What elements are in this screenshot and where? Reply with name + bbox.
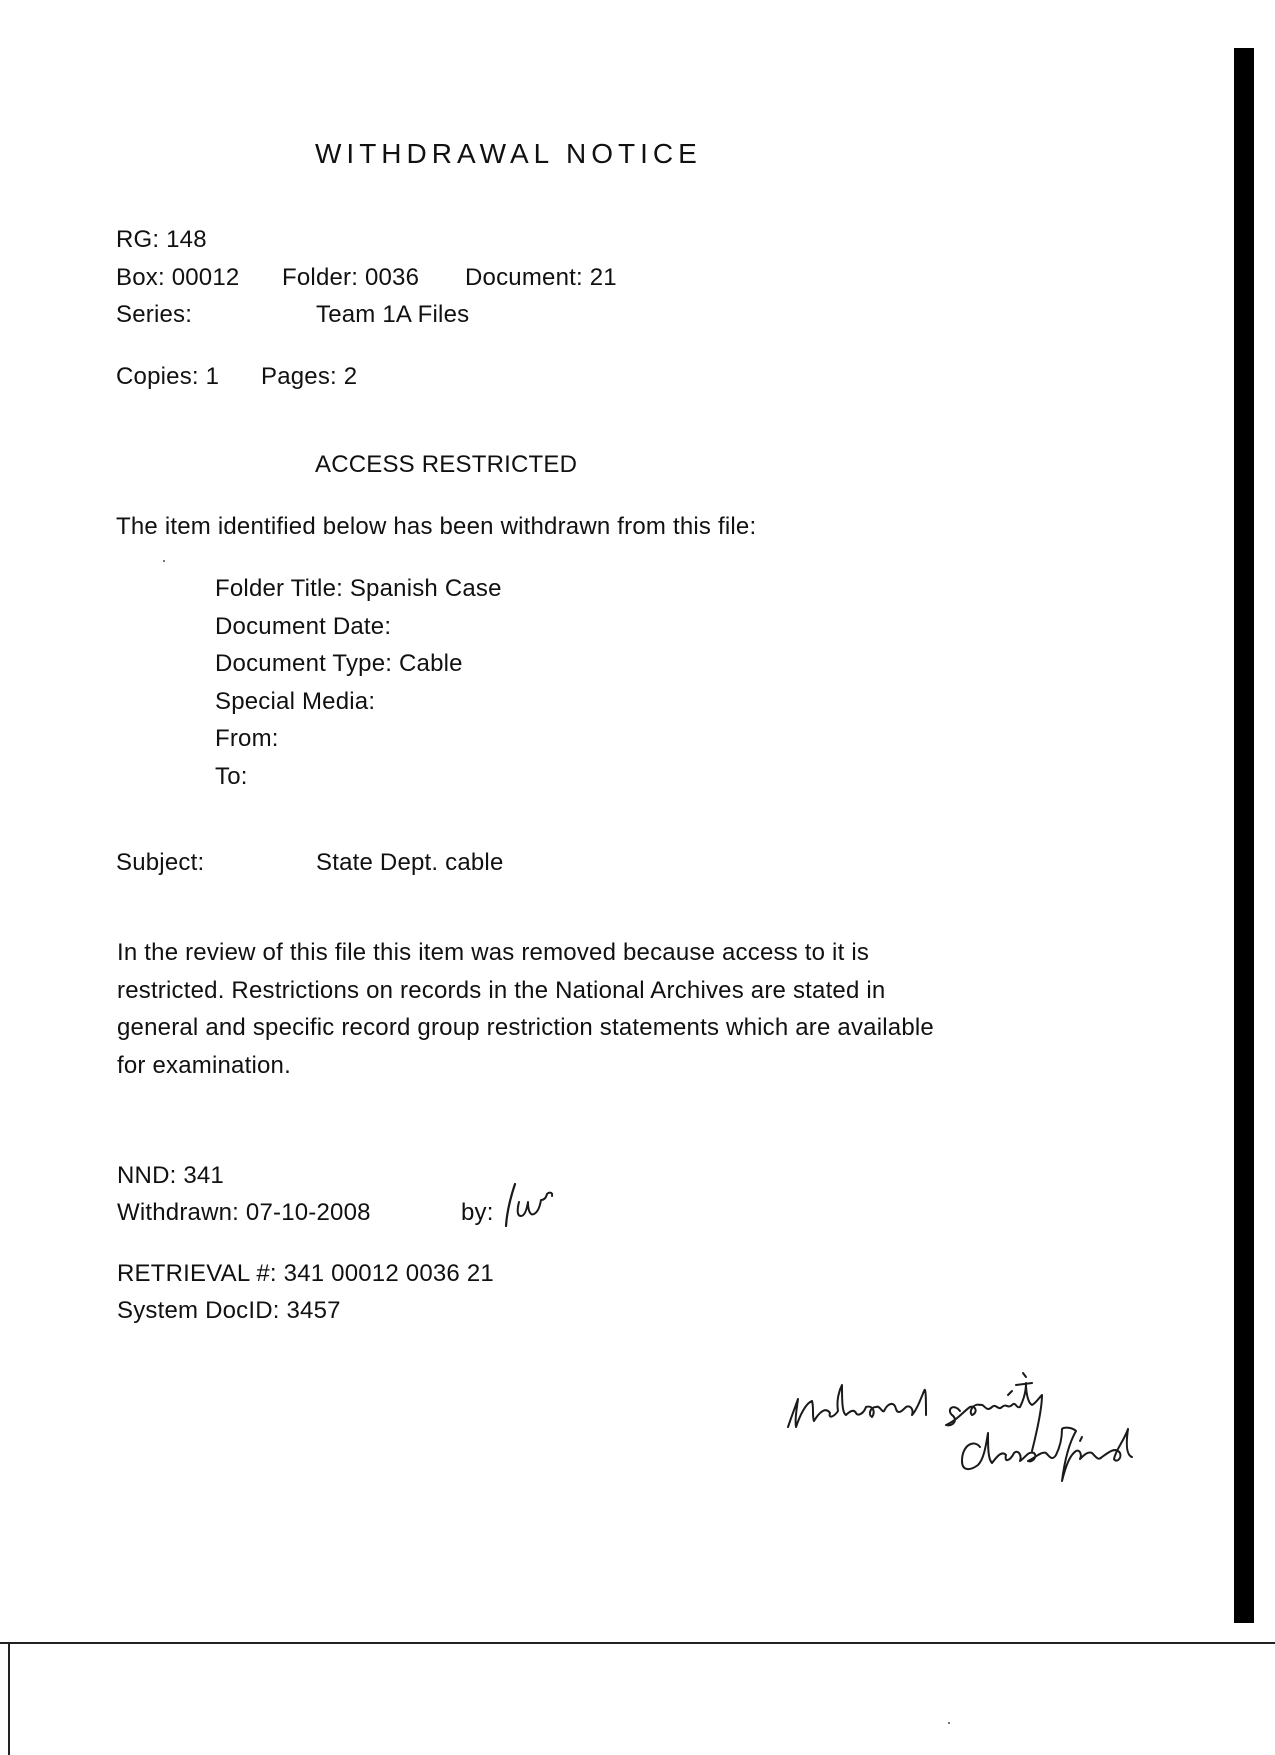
document-type-field: Document Type: Cable xyxy=(215,650,463,677)
explanation-line: for examination. xyxy=(117,1051,291,1079)
box-field: Box: 00012 xyxy=(116,264,240,291)
document-date-field: Document Date: xyxy=(215,613,392,640)
scan-speck xyxy=(163,560,165,562)
explanation-line: general and specific record group restriction statements which are available xyxy=(117,1014,934,1041)
scan-speck xyxy=(948,1722,950,1724)
nnd-field: NND: 341 xyxy=(117,1162,224,1189)
folder-field: Folder: 0036 xyxy=(282,264,420,291)
rg-field: RG: 148 xyxy=(116,226,207,253)
system-docid-field: System DocID: 3457 xyxy=(117,1297,341,1324)
handwritten-note-icon xyxy=(780,1355,1160,1490)
series-value: Team 1A Files xyxy=(316,301,470,328)
pages-field: Pages: 2 xyxy=(261,363,358,390)
explanation-line: In the review of this file this item was removed because access to it is xyxy=(117,939,870,966)
page-bottom-divider xyxy=(0,1642,1275,1644)
subject-label: Subject: xyxy=(116,849,205,876)
page-title: WITHDRAWAL NOTICE xyxy=(315,138,702,169)
to-field: To: xyxy=(215,763,248,790)
intro-line: The item identified below has been withdrawn from this file: xyxy=(116,513,757,540)
explanation-paragraph xyxy=(117,934,1017,1084)
explanation-line: restricted. Restrictions on records in the National Archives are stated in xyxy=(117,976,886,1004)
initials-signature-icon xyxy=(503,1180,563,1232)
folder-title-field: Folder Title: Spanish Case xyxy=(215,575,502,602)
subject-value: State Dept. cable xyxy=(316,849,504,876)
from-field: From: xyxy=(215,725,279,752)
retrieval-number-field: RETRIEVAL #: 341 00012 0036 21 xyxy=(117,1260,494,1287)
withdrawn-date-field: Withdrawn: 07-10-2008 xyxy=(117,1199,371,1226)
copies-field: Copies: 1 xyxy=(116,363,220,390)
withdrawn-by-label: by: xyxy=(461,1199,494,1226)
series-label: Series: xyxy=(116,301,193,328)
page-left-edge-line xyxy=(8,1642,10,1755)
special-media-field: Special Media: xyxy=(215,688,376,715)
document-field: Document: 21 xyxy=(465,264,617,291)
access-restricted-heading: ACCESS RESTRICTED xyxy=(315,451,578,478)
scan-edge-bar xyxy=(1234,48,1254,1623)
